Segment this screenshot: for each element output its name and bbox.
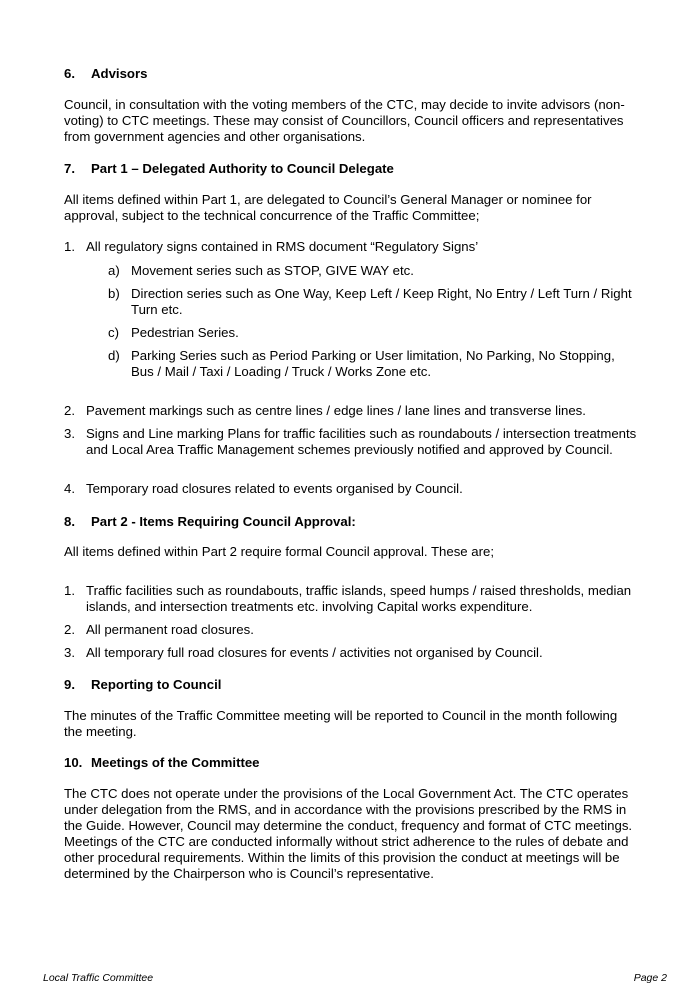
list-item — [64, 481, 639, 497]
section-number: 9. — [64, 677, 75, 692]
paragraph-part2-intro: All items defined within Part 2 require formal Council approval. These are; — [64, 544, 495, 559]
sub-list-text: Movement series such as STOP, GIVE WAY etc. — [131, 263, 414, 278]
sub-list-item — [108, 325, 639, 341]
paragraph-reporting: The minutes of the Traffic Committee meeting will be reported to Council in the month following the meeting. — [64, 708, 618, 739]
sub-list-letter: d) — [108, 348, 120, 363]
list-number: 3. — [64, 426, 75, 441]
paragraph-advisors: Council, in consultation with the voting members of the CTC, may decide to invite advisors (non-voting) to CTC meetings. These may consist of Councillors, Council officers and representatives from government agencies and other organisations. — [64, 97, 625, 144]
list-text: All temporary full road closures for events / activities not organised by Council. — [86, 645, 543, 660]
sub-list-text: Parking Series such as Period Parking or User limitation, No Parking, No Stopping, Bus / Mail / Taxi / Loading / Truck / Works Zone etc. — [131, 348, 615, 379]
sub-list-letter: b) — [108, 286, 120, 301]
sub-list-letter: c) — [108, 325, 119, 340]
paragraph-meetings: The CTC does not operate under the provisions of the Local Government Act. The CTC operates under delegation from the RMS, and in accordance with the provisions prescribed by the RMS in the Guide. However, Council may determine the conduct, frequency and format of CTC meetings. Meetings of the CTC are conducted informally without strict adherence to the rules of debate and other procedural requirements. Within the limits of this provision the conduct at meetings will be determined by the Chairperson who is Council’s representative. — [64, 786, 633, 881]
section-title: Meetings of the Committee — [91, 755, 260, 770]
list-text: Signs and Line marking Plans for traffic facilities such as roundabouts / intersection treatments and Local Area Traffic Management schemes previously notified and approved by Council. — [86, 426, 637, 457]
footer-page-number: Page 2 — [633, 972, 667, 984]
sub-list-letter: a) — [108, 263, 120, 278]
list-number: 3. — [64, 645, 75, 660]
list-text: All regulatory signs contained in RMS document “Regulatory Signs’ — [86, 239, 479, 254]
section-heading-part1 — [64, 161, 394, 176]
list-text: Traffic facilities such as roundabouts, traffic islands, speed humps / raised thresholds, median islands, and intersection treatments etc. involving Capital works expenditure. — [86, 583, 632, 614]
section-title: Reporting to Council — [91, 677, 222, 692]
section-title: Part 2 - Items Requiring Council Approval: — [91, 514, 356, 529]
section-number: 6. — [64, 66, 75, 81]
list-item — [64, 583, 639, 615]
list-number: 2. — [64, 622, 75, 637]
sub-list-item — [108, 348, 639, 380]
sub-list-text: Pedestrian Series. — [131, 325, 239, 340]
section-heading-reporting — [64, 677, 221, 692]
list-item — [64, 645, 639, 661]
list-number: 1. — [64, 239, 75, 254]
list-item — [64, 239, 639, 255]
list-item — [64, 622, 639, 638]
section-number: 7. — [64, 161, 75, 176]
list-number: 2. — [64, 403, 75, 418]
list-number: 1. — [64, 583, 75, 598]
sub-list-text: Direction series such as One Way, Keep Left / Keep Right, No Entry / Left Turn / Right Turn etc. — [131, 286, 632, 317]
list-text: All permanent road closures. — [86, 622, 254, 637]
list-item — [64, 403, 639, 419]
section-title: Advisors — [91, 66, 148, 81]
list-number: 4. — [64, 481, 75, 496]
section-number: 10. — [64, 755, 83, 770]
sub-list-item — [108, 263, 639, 279]
paragraph-part1-intro: All items defined within Part 1, are delegated to Council’s General Manager or nominee for approval, subject to the technical concurrence of the Traffic Committee; — [64, 192, 592, 223]
footer-left: Local Traffic Committee — [43, 972, 154, 984]
section-heading-meetings — [64, 755, 260, 770]
section-number: 8. — [64, 514, 75, 529]
list-text: Pavement markings such as centre lines / edge lines / lane lines and transverse lines. — [86, 403, 586, 418]
section-heading-advisors — [64, 66, 147, 81]
list-item — [64, 426, 639, 458]
sub-list-item — [108, 286, 639, 318]
list-text: Temporary road closures related to events organised by Council. — [86, 481, 463, 496]
section-heading-part2 — [64, 514, 356, 529]
section-title: Part 1 – Delegated Authority to Council Delegate — [91, 161, 394, 176]
